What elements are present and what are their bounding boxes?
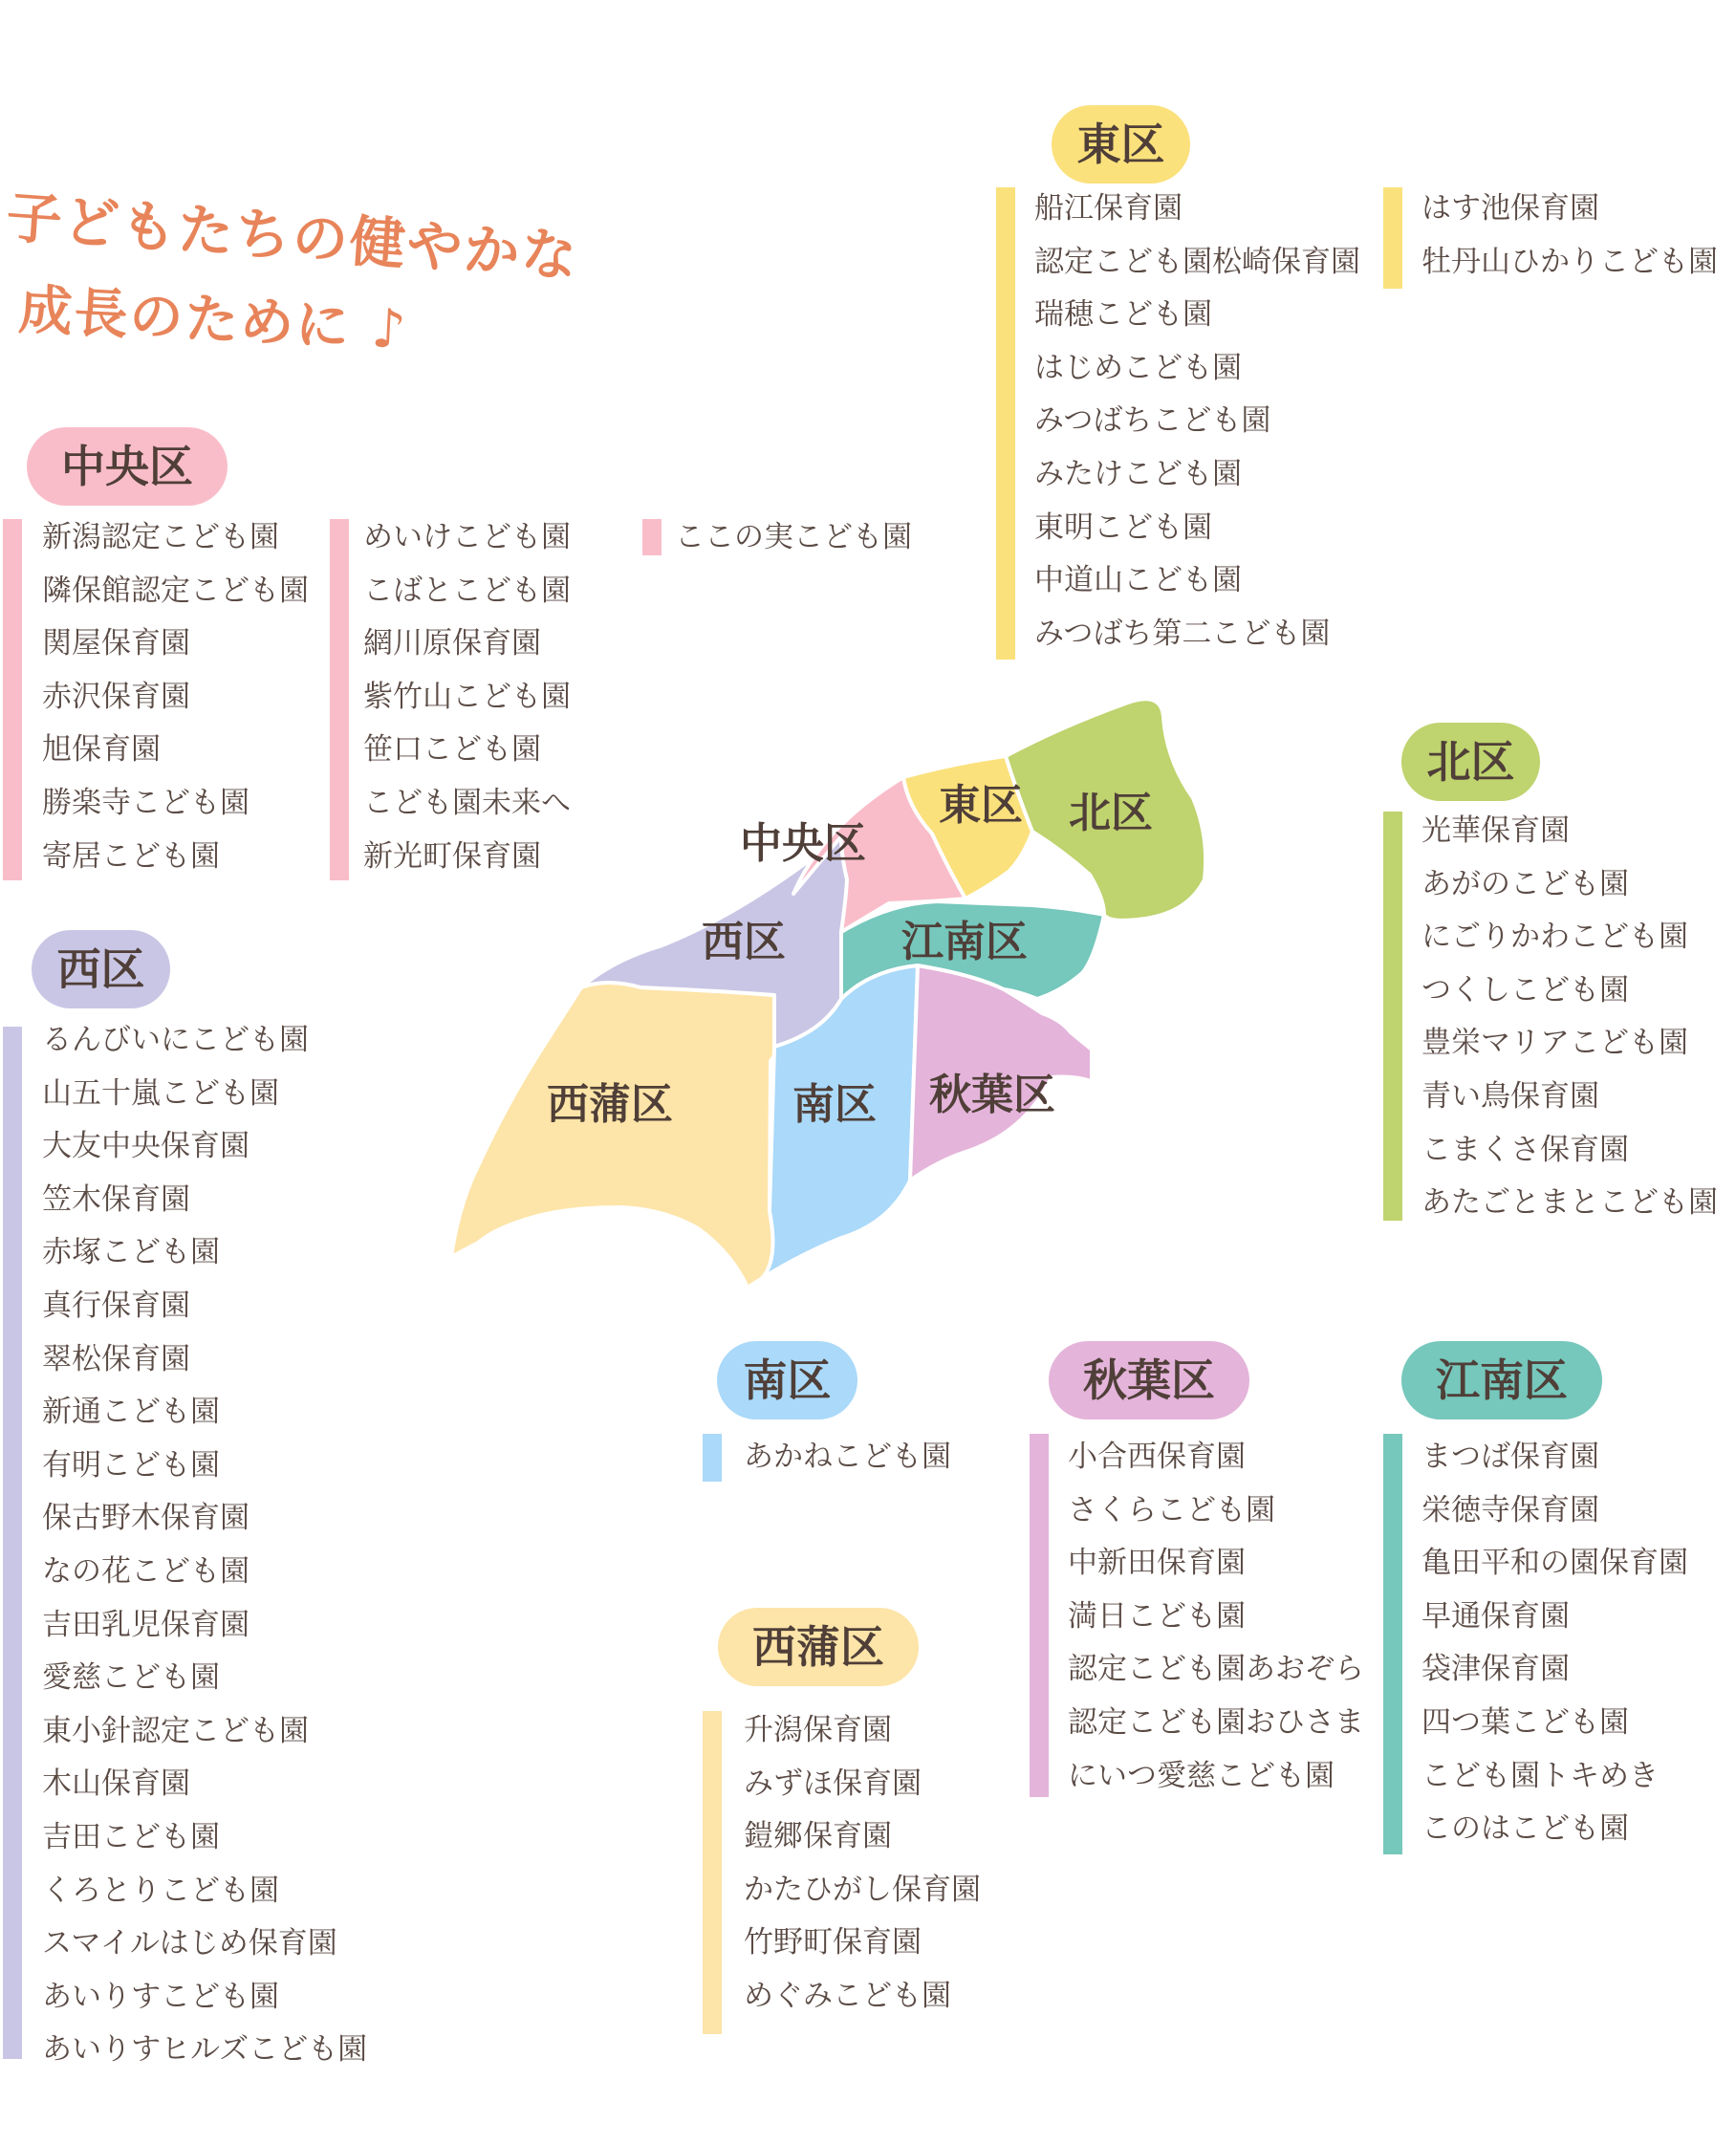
list-item: めぐみこども園	[744, 1978, 951, 2013]
list-item: あかねこども園	[744, 1440, 951, 1474]
headline-line-1: 子どもたちの健やかな	[4, 184, 581, 290]
list-item: 升潟保育園	[744, 1713, 892, 1747]
list-item: 勝楽寺こども園	[42, 785, 250, 820]
list-item: 中新田保育園	[1068, 1546, 1246, 1581]
list-item: 木山保育園	[42, 1766, 190, 1802]
list-item: さくらこども園	[1068, 1492, 1275, 1528]
list-item: みずほ保育園	[744, 1766, 922, 1801]
ward-label-nishi-text: 西区	[56, 943, 145, 995]
konan-list	[1421, 1431, 1688, 1856]
list-item: 小合西保育園	[1068, 1440, 1246, 1474]
nishikan-bar	[703, 1711, 722, 2034]
list-item: 関屋保育園	[42, 626, 190, 661]
list-item: 新光町保育園	[363, 838, 541, 874]
list-item: 栄徳寺保育園	[1421, 1492, 1599, 1528]
list-item: 四つ葉こども園	[1421, 1704, 1629, 1740]
list-item: 網川原保育園	[363, 626, 541, 661]
list-item: 赤沢保育園	[42, 679, 190, 714]
list-item: 笹口こども園	[363, 732, 541, 768]
higashi-bar-2	[1383, 187, 1402, 289]
list-item: あがのこども園	[1421, 866, 1629, 901]
list-item: 新潟認定こども園	[42, 520, 279, 554]
list-item: くろとりこども園	[42, 1873, 279, 1908]
nishi-list	[42, 1014, 367, 2077]
chuo-list-3	[675, 511, 912, 565]
map-label-akiha: 秋葉区	[929, 1071, 1055, 1119]
music-note-icon: ♪	[369, 297, 410, 362]
list-item: つくしこども園	[1421, 972, 1629, 1008]
list-item: 船江保育園	[1034, 191, 1183, 226]
kita-bar	[1383, 812, 1402, 1221]
list-item: 隣保館認定こども園	[42, 573, 309, 608]
ward-label-konan-text: 江南区	[1436, 1354, 1568, 1406]
ward-label-kita	[1401, 723, 1540, 801]
list-item: めいけこども園	[363, 520, 571, 554]
list-item: 鎧郷保育園	[744, 1819, 892, 1854]
list-item: このはこども園	[1421, 1811, 1629, 1847]
headline	[4, 153, 698, 373]
list-item: 袋津保育園	[1421, 1652, 1570, 1687]
akiha-list	[1068, 1431, 1364, 1803]
chuo-bar-1	[3, 519, 22, 880]
kita-list	[1421, 805, 1718, 1230]
list-item: 瑞穂こども園	[1034, 297, 1212, 333]
list-item: 早通保育園	[1421, 1598, 1570, 1634]
list-item: こども園トキめき	[1421, 1758, 1659, 1793]
map-label-nishikan: 西蒲区	[547, 1080, 673, 1129]
list-item: なの花こども園	[42, 1553, 250, 1589]
nishikan-list	[744, 1704, 981, 2024]
list-item: 中道山こども園	[1034, 563, 1242, 598]
list-item: みつばちこども園	[1034, 403, 1271, 439]
minami-list	[744, 1431, 951, 1484]
headline-line-2-text: 成長のために	[16, 278, 353, 359]
list-item: みたけこども園	[1034, 456, 1242, 491]
nishi-bar	[3, 1027, 22, 2059]
ward-label-chuo	[27, 427, 228, 506]
list-item: にいつ愛慈こども園	[1068, 1758, 1335, 1793]
ward-label-akiha-text: 秋葉区	[1083, 1354, 1215, 1406]
list-item: 新通こども園	[42, 1395, 220, 1430]
map-label-konan: 江南区	[901, 918, 1028, 966]
list-item: 寄居こども園	[42, 838, 220, 874]
list-item: 旭保育園	[42, 732, 161, 768]
ward-label-kita-text: 北区	[1426, 736, 1515, 788]
list-item: こばとこども園	[363, 573, 571, 608]
list-item: 東明こども園	[1034, 509, 1212, 545]
chuo-bar-2	[330, 519, 349, 880]
list-item: 青い鳥保育園	[1421, 1078, 1599, 1114]
ward-label-akiha	[1049, 1341, 1249, 1419]
list-item: かたひがし保育園	[744, 1872, 981, 1907]
akiha-bar	[1030, 1434, 1049, 1797]
list-item: 亀田平和の園保育園	[1421, 1546, 1688, 1581]
list-item: 山五十嵐こども園	[42, 1075, 279, 1111]
list-item: にごりかわこども園	[1421, 920, 1688, 955]
list-item: こまくさ保育園	[1421, 1132, 1629, 1167]
list-item: 認定こども園あおぞら	[1068, 1652, 1364, 1687]
list-item: 有明こども園	[42, 1447, 220, 1483]
ward-label-nishi	[32, 930, 170, 1008]
list-item: 紫竹山こども園	[363, 679, 571, 714]
list-item: ここの実こども園	[675, 520, 912, 554]
headline-line-2	[17, 268, 410, 364]
ward-label-minami	[717, 1341, 857, 1419]
list-item: 赤塚こども園	[42, 1235, 220, 1270]
minami-bar	[703, 1434, 722, 1482]
list-item: 保古野木保育園	[42, 1501, 250, 1536]
list-item: 認定こども園松崎保育園	[1034, 244, 1360, 279]
list-item: スマイルはじめ保育園	[42, 1926, 337, 1961]
ward-label-higashi-text: 東区	[1076, 119, 1165, 170]
list-item: 牡丹山ひかりこども園	[1421, 244, 1718, 279]
ward-label-minami-text: 南区	[743, 1354, 832, 1406]
list-item: 真行保育園	[42, 1288, 190, 1323]
ward-label-konan	[1401, 1341, 1602, 1419]
list-item: 翠松保育園	[42, 1341, 190, 1376]
list-item: 竹野町保育園	[744, 1925, 922, 1961]
list-item: こども園未来へ	[363, 785, 571, 820]
list-item: 満日こども園	[1068, 1598, 1246, 1634]
map-region-nishikan	[451, 983, 792, 1288]
map-label-higashi: 東区	[939, 781, 1023, 830]
ward-map	[440, 683, 1233, 1305]
ward-label-nishikan-text: 西蒲区	[752, 1621, 884, 1673]
higashi-list-2	[1421, 183, 1718, 289]
ward-label-higashi	[1052, 105, 1190, 184]
list-item: まつば保育園	[1421, 1440, 1599, 1474]
konan-bar	[1383, 1434, 1402, 1854]
chuo-bar-3	[642, 519, 662, 555]
list-item: 吉田こども園	[42, 1819, 220, 1854]
higashi-list-1	[1034, 183, 1360, 661]
list-item: 大友中央保育園	[42, 1129, 250, 1164]
map-label-minami: 南区	[792, 1080, 877, 1129]
list-item: 豊栄マリアこども園	[1421, 1026, 1688, 1061]
list-item: あいりすヒルズこども園	[42, 2032, 368, 2068]
list-item: 光華保育園	[1421, 813, 1570, 848]
list-item: 吉田乳児保育園	[42, 1607, 250, 1642]
list-item: あたごとまとこども園	[1421, 1185, 1718, 1221]
list-item: あいりすこども園	[42, 1979, 279, 2014]
map-label-kita: 北区	[1069, 789, 1153, 837]
list-item: 認定こども園おひさま	[1068, 1704, 1364, 1740]
list-item: はじめこども園	[1034, 350, 1242, 385]
list-item: 東小針認定こども園	[42, 1713, 309, 1748]
list-item: 愛慈こども園	[42, 1660, 220, 1696]
chuo-list-1	[42, 511, 309, 883]
map-label-nishi: 西区	[702, 918, 786, 966]
list-item: 笠木保育園	[42, 1181, 190, 1217]
list-item: みつばち第二こども園	[1034, 616, 1331, 651]
higashi-bar-1	[996, 187, 1015, 660]
ward-label-chuo-text: 中央区	[61, 441, 193, 492]
list-item: るんびいにこども園	[42, 1023, 309, 1057]
list-item: はす池保育園	[1421, 191, 1599, 226]
map-label-chuo: 中央区	[740, 819, 866, 868]
ward-label-nishikan	[718, 1608, 919, 1686]
